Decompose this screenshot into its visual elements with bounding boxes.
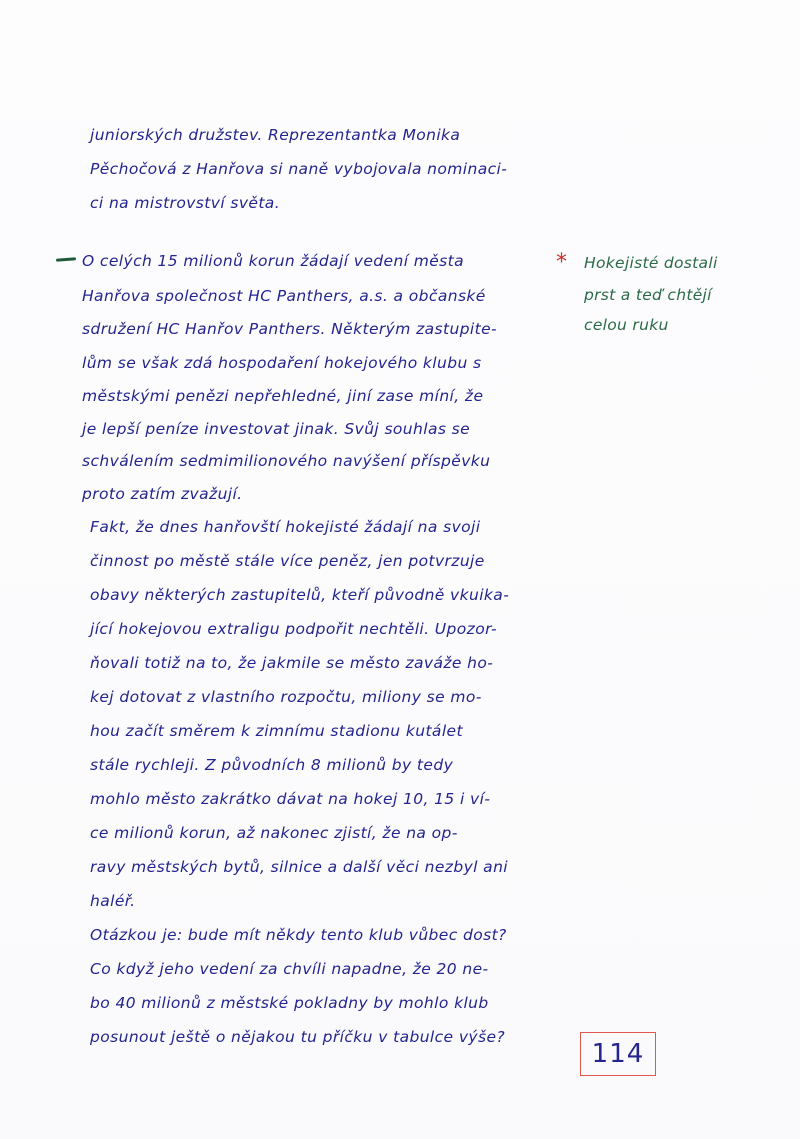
text-line: kej dotovat z vlastního rozpočtu, miliony se mo- bbox=[90, 688, 482, 706]
text-line: O celých 15 milionů korun žádají vedení města bbox=[82, 252, 465, 270]
text-line: juniorských družstev. Reprezentantka Monika bbox=[90, 126, 461, 144]
text-line: ce milionů korun, až nakonec zjistí, že na op- bbox=[90, 824, 458, 842]
text-line: lům se však zdá hospodaření hokejového klubu s bbox=[82, 354, 482, 372]
text-line: jící hokejovou extraligu podpořit nechtěli. Upozor- bbox=[90, 620, 497, 638]
text-line: proto zatím zvažují. bbox=[82, 485, 243, 503]
text-line: ci na mistrovství světa. bbox=[90, 194, 281, 212]
page-number: 114 bbox=[591, 1039, 645, 1069]
asterisk-marker: * bbox=[556, 250, 567, 275]
text-line: sdružení HC Hanřov Panthers. Některým zastupite- bbox=[82, 320, 498, 338]
margin-note-line: prst a teď chtějí bbox=[584, 286, 712, 304]
text-line: městskými penězi nepřehledné, jiní zase míní, že bbox=[82, 387, 484, 405]
text-line: Fakt, že dnes hanřovští hokejisté žádají na svoji bbox=[90, 518, 481, 536]
text-line: Hanřova společnost HC Panthers, a.s. a občanské bbox=[82, 287, 486, 305]
text-line: ravy městských bytů, silnice a další věci nezbyl ani bbox=[90, 858, 509, 876]
paragraph-dash-marker bbox=[56, 257, 76, 261]
page-number-box bbox=[580, 1032, 656, 1076]
text-line: obavy některých zastupitelů, kteří původně vkuika- bbox=[90, 586, 510, 604]
margin-note-line: celou ruku bbox=[584, 316, 669, 334]
margin-note-line: Hokejisté dostali bbox=[584, 254, 718, 272]
text-line: hou začít směrem k zimnímu stadionu kutálet bbox=[90, 722, 463, 740]
text-line: ňovali totiž na to, že jakmile se město zaváže ho- bbox=[90, 654, 494, 672]
text-line: bo 40 milionů z městské pokladny by mohlo klub bbox=[90, 994, 489, 1012]
text-line: stále rychleji. Z původních 8 milionů by tedy bbox=[90, 756, 454, 774]
text-line: je lepší peníze investovat jinak. Svůj souhlas se bbox=[82, 420, 471, 438]
text-line: posunout ještě o nějakou tu příčku v tabulce výše? bbox=[90, 1028, 506, 1046]
text-line: mohlo město zakrátko dávat na hokej 10, 15 i ví- bbox=[90, 790, 491, 808]
text-line: schválením sedmimilionového navýšení příspěvku bbox=[82, 452, 491, 470]
text-line: činnost po městě stále více peněz, jen potvrzuje bbox=[90, 552, 485, 570]
text-line: Co když jeho vedení za chvíli napadne, že 20 ne- bbox=[90, 960, 489, 978]
text-line: haléř. bbox=[90, 892, 136, 910]
text-line: Otázkou je: bude mít někdy tento klub vůbec dost? bbox=[90, 926, 507, 944]
text-line: Pěchočová z Hanřova si naně vybojovala nominaci- bbox=[90, 160, 508, 178]
